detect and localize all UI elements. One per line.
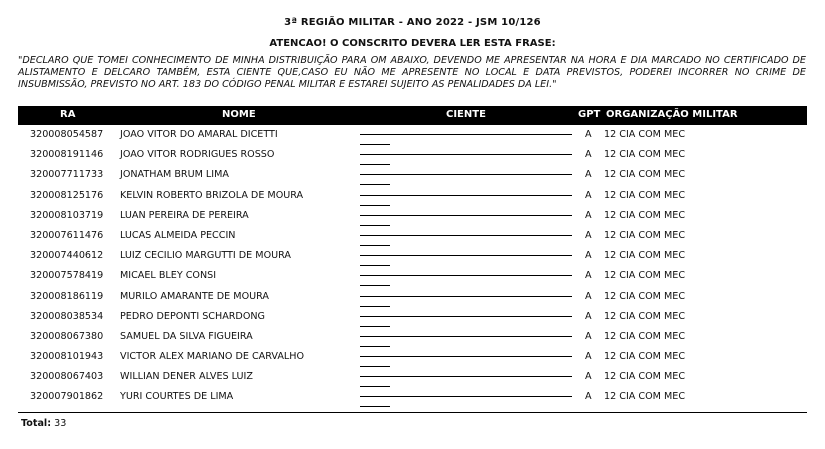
declaration-quote: "DECLARO QUE TOMEI CONHECIMENTO DE MINHA DISTRIBUIÇÃO PARA OM ABAIXO, DEVENDO ME APRESENTAR NA HORA E DIA MARCADO NO CERTIFICADO DE ALISTAMENTO E DELCARO TAMBÉM, ESTA CIENTE QUE,CASO EU NÃO ME APRESENTE NO LOCAL E DATA PREVISTOS, PODEREI INCORRER NO CRIME DE INSUBMISSÃO, PREVISTO NO ART. 183 DO CÓDIGO PENAL MILITAR E ESTAREI SUJEITO AS PENALIDADES DA LEI." bbox=[18, 55, 806, 90]
cell-nome: KELVIN ROBERTO BRIZOLA DE MOURA bbox=[120, 189, 304, 201]
cell-gpt: A bbox=[585, 229, 592, 241]
cell-gpt: A bbox=[585, 351, 592, 363]
cell-organizacao: 12 CIA COM MEC bbox=[604, 330, 686, 342]
cell-nome: JOAO VITOR RODRIGUES ROSSO bbox=[120, 149, 275, 161]
column-header-ra: RA bbox=[60, 109, 76, 120]
cell-organizacao: 12 CIA COM MEC bbox=[604, 189, 686, 201]
table-row bbox=[18, 125, 807, 145]
cell-ra: 320007711733 bbox=[30, 169, 104, 181]
table-row bbox=[18, 226, 807, 246]
cell-nome: LUCAS ALMEIDA PECCIN bbox=[120, 229, 236, 241]
signature-line bbox=[360, 296, 572, 297]
column-header-nome: NOME bbox=[222, 109, 256, 120]
signature-line bbox=[360, 376, 572, 377]
table-row bbox=[18, 206, 807, 226]
cell-ra: 320007901862 bbox=[30, 391, 104, 403]
table-bottom-rule bbox=[18, 412, 807, 413]
cell-nome: MURILO AMARANTE DE MOURA bbox=[120, 290, 269, 302]
cell-nome: YURI COURTES DE LIMA bbox=[120, 391, 234, 403]
cell-gpt: A bbox=[585, 189, 592, 201]
cell-nome: PEDRO DEPONTI SCHARDONG bbox=[120, 310, 265, 322]
table-row bbox=[18, 246, 807, 266]
cell-organizacao: 12 CIA COM MEC bbox=[604, 270, 686, 282]
cell-organizacao: 12 CIA COM MEC bbox=[604, 229, 686, 241]
total-summary bbox=[21, 418, 66, 429]
table-row bbox=[18, 165, 807, 185]
cell-ra: 320007611476 bbox=[30, 229, 104, 241]
cell-nome: MICAEL BLEY CONSI bbox=[120, 270, 217, 282]
cell-gpt: A bbox=[585, 250, 592, 262]
cell-nome: LUAN PEREIRA DE PEREIRA bbox=[120, 209, 249, 221]
total-label: Total: bbox=[21, 418, 52, 429]
cell-nome: VICTOR ALEX MARIANO DE CARVALHO bbox=[120, 351, 305, 363]
cell-organizacao: 12 CIA COM MEC bbox=[604, 371, 686, 383]
cell-gpt: A bbox=[585, 371, 592, 383]
cell-ra: 320008186119 bbox=[30, 290, 104, 302]
cell-organizacao: 12 CIA COM MEC bbox=[604, 209, 686, 221]
cell-organizacao: 12 CIA COM MEC bbox=[604, 351, 686, 363]
signature-line bbox=[360, 396, 572, 397]
cell-gpt: A bbox=[585, 290, 592, 302]
cell-ra: 320008101943 bbox=[30, 351, 104, 363]
cell-ra: 320008067403 bbox=[30, 371, 104, 383]
column-header-organizacao: ORGANIZAÇÃO MILITAR bbox=[606, 109, 738, 120]
attention-heading: ATENCAO! O CONSCRITO DEVERA LER ESTA FRASE: bbox=[269, 38, 556, 49]
table-row bbox=[18, 347, 807, 367]
cell-gpt: A bbox=[585, 209, 592, 221]
signature-line bbox=[360, 154, 572, 155]
cell-nome: JONATHAM BRUM LIMA bbox=[120, 169, 229, 181]
cell-gpt: A bbox=[585, 149, 592, 161]
table-header bbox=[18, 106, 807, 125]
column-header-ciente: CIENTE bbox=[446, 109, 486, 120]
signature-line bbox=[360, 134, 572, 135]
cell-nome: SAMUEL DA SILVA FIGUEIRA bbox=[120, 330, 253, 342]
cell-ra: 320008038534 bbox=[30, 310, 104, 322]
signature-line bbox=[360, 255, 572, 256]
signature-line bbox=[360, 336, 572, 337]
cell-organizacao: 12 CIA COM MEC bbox=[604, 129, 686, 140]
cell-organizacao: 12 CIA COM MEC bbox=[604, 250, 686, 262]
cell-gpt: A bbox=[585, 270, 592, 282]
cell-organizacao: 12 CIA COM MEC bbox=[604, 290, 686, 302]
table-row bbox=[18, 367, 807, 387]
cell-organizacao: 12 CIA COM MEC bbox=[604, 310, 686, 322]
table-row bbox=[18, 287, 807, 307]
cell-ra: 320007578419 bbox=[30, 270, 104, 282]
cell-ra: 320008103719 bbox=[30, 209, 104, 221]
table-row bbox=[18, 266, 807, 286]
signature-line bbox=[360, 235, 572, 236]
table-row bbox=[18, 186, 807, 206]
cell-gpt: A bbox=[585, 310, 592, 322]
signature-line bbox=[360, 316, 572, 317]
cell-gpt: A bbox=[585, 391, 592, 403]
signature-line bbox=[360, 215, 572, 216]
signature-line bbox=[360, 195, 572, 196]
cell-gpt: A bbox=[585, 330, 592, 342]
signature-line bbox=[360, 275, 572, 276]
table-row bbox=[18, 307, 807, 327]
signature-line bbox=[360, 356, 572, 357]
cell-ra: 320008191146 bbox=[30, 149, 104, 161]
cell-ra: 320008054587 bbox=[30, 129, 104, 140]
cell-ra: 320008125176 bbox=[30, 189, 104, 201]
total-value: 33 bbox=[54, 418, 67, 429]
cell-nome: JOAO VITOR DO AMARAL DICETTI bbox=[120, 129, 278, 140]
cell-organizacao: 12 CIA COM MEC bbox=[604, 149, 686, 161]
cell-gpt: A bbox=[585, 169, 592, 181]
cell-nome: WILLIAN DENER ALVES LUIZ bbox=[120, 371, 253, 383]
table-body bbox=[18, 125, 807, 408]
cell-nome: LUIZ CECILIO MARGUTTI DE MOURA bbox=[120, 250, 291, 262]
signature-line bbox=[360, 174, 572, 175]
cell-organizacao: 12 CIA COM MEC bbox=[604, 391, 686, 403]
cell-ra: 320007440612 bbox=[30, 250, 104, 262]
column-header-gpt: GPT bbox=[578, 109, 601, 120]
table-row bbox=[18, 387, 807, 407]
table-row bbox=[18, 145, 807, 165]
cell-gpt: A bbox=[585, 129, 592, 140]
date-line bbox=[360, 406, 390, 407]
cell-ra: 320008067380 bbox=[30, 330, 104, 342]
cell-organizacao: 12 CIA COM MEC bbox=[604, 169, 686, 181]
table-row bbox=[18, 327, 807, 347]
document-title: 3ª REGIÃO MILITAR - ANO 2022 - JSM 10/126 bbox=[284, 17, 541, 28]
